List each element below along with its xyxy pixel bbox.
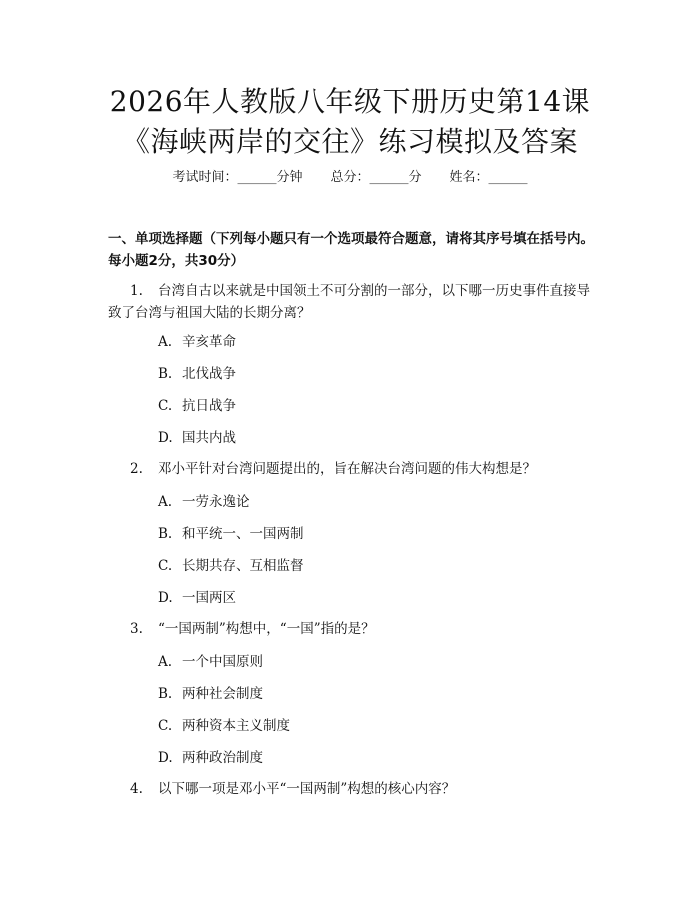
question-number: 1. xyxy=(130,283,143,299)
option-item xyxy=(158,588,236,608)
section-heading: 一、单项选择题（下列每小题只有一个选项最符合题意，请将其序号填在括号内。每小题2分，共30分） xyxy=(108,231,594,269)
option-item xyxy=(158,716,290,736)
option-text: 国共内战 xyxy=(182,430,236,446)
question-item xyxy=(108,618,600,640)
option-item xyxy=(158,364,236,384)
exam-info-line xyxy=(0,168,700,188)
option-letter: A. xyxy=(158,654,173,670)
exam-time-label: 考试时间：______分钟 xyxy=(172,170,303,185)
question-item xyxy=(108,458,600,480)
option-letter: D. xyxy=(158,750,173,766)
option-letter: D. xyxy=(158,430,173,446)
option-letter: B. xyxy=(158,366,173,382)
option-text: 两种资本主义制度 xyxy=(182,718,290,734)
question-number: 4. xyxy=(130,781,143,797)
option-letter: C. xyxy=(158,398,173,414)
option-text: 两种社会制度 xyxy=(182,686,263,702)
option-letter: A. xyxy=(158,334,173,350)
option-item xyxy=(158,748,263,768)
question-text: 台湾自古以来就是中国领土不可分割的一部分，以下哪一历史事件直接导致了台湾与祖国大陆的长期分离？ xyxy=(108,283,590,321)
option-text: 抗日战争 xyxy=(182,398,236,414)
question-item xyxy=(108,778,600,800)
option-item xyxy=(158,684,263,704)
option-item xyxy=(158,492,250,512)
option-item xyxy=(158,524,304,544)
option-text: 一个中国原则 xyxy=(182,654,263,670)
option-item xyxy=(158,396,236,416)
student-name-label: 姓名：______ xyxy=(449,170,528,185)
document-title: 2026年人教版八年级下册历史第14课《海峡两岸的交往》练习模拟及答案 xyxy=(109,85,591,158)
option-text: 和平统一、一国两制 xyxy=(182,526,304,542)
option-letter: B. xyxy=(158,686,173,702)
option-item xyxy=(158,556,304,576)
option-text: 一国两区 xyxy=(182,590,236,606)
question-item xyxy=(108,280,600,324)
option-letter: D. xyxy=(158,590,173,606)
option-text: 辛亥革命 xyxy=(182,334,236,350)
option-text: 两种政治制度 xyxy=(182,750,263,766)
option-letter: C. xyxy=(158,718,173,734)
question-number: 3. xyxy=(130,621,143,637)
option-letter: B. xyxy=(158,526,173,542)
question-number: 2. xyxy=(130,461,143,477)
total-score-label: 总分：______分 xyxy=(330,170,422,185)
question-text: 以下哪一项是邓小平“一国两制”构想的核心内容？ xyxy=(158,781,456,797)
option-item xyxy=(158,652,263,672)
option-letter: A. xyxy=(158,494,173,510)
option-item xyxy=(158,332,236,352)
option-item xyxy=(158,428,236,448)
question-text: 邓小平针对台湾问题提出的，旨在解决台湾问题的伟大构想是？ xyxy=(158,461,536,477)
question-text: “一国两制”构想中，“一国”指的是？ xyxy=(158,621,375,637)
option-text: 一劳永逸论 xyxy=(182,494,250,510)
option-text: 北伐战争 xyxy=(182,366,236,382)
option-letter: C. xyxy=(158,558,173,574)
option-text: 长期共存、互相监督 xyxy=(182,558,304,574)
